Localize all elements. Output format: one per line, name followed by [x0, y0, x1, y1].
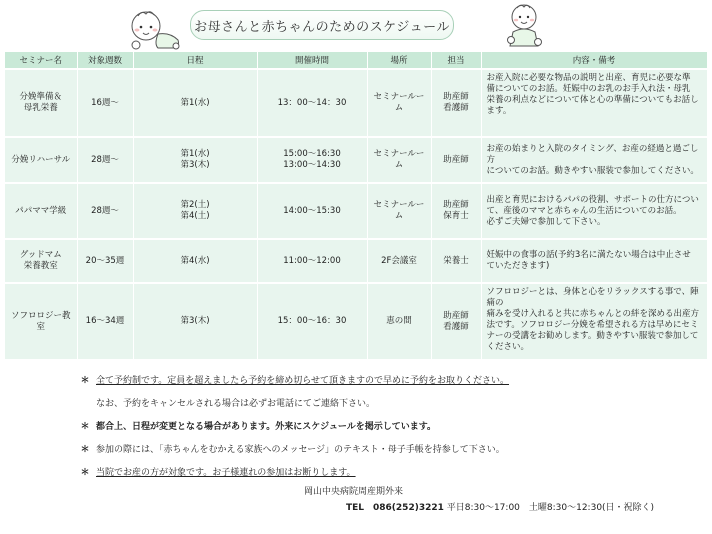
place-cell — [367, 283, 431, 359]
cell-text: 出産と育児におけるパパの役割、サポートの仕方につい — [486, 194, 699, 205]
cell-text: 11:00〜12:00 — [283, 255, 341, 266]
cell-text: 助産師 — [443, 310, 469, 321]
content-cell — [481, 69, 707, 137]
seminar-name-cell — [5, 69, 77, 137]
baby-sitting-illustration — [500, 2, 548, 50]
cell-text: 看護師 — [443, 103, 469, 113]
cell-text: 28週〜 — [91, 154, 119, 165]
cell-text: 14:00〜15:30 — [283, 205, 341, 216]
staff-cell — [431, 239, 481, 283]
staff-cell — [431, 137, 481, 183]
column-header-seminar: セミナー名 — [5, 52, 77, 69]
cell-text: 助産師 — [443, 154, 469, 165]
cell-text: て、産後のママと赤ちゃんの生活についてのお話。 — [486, 205, 682, 216]
table-row — [5, 239, 707, 283]
column-header-date: 日程 — [133, 52, 257, 69]
column-header-weeks: 対象週数 — [77, 52, 133, 69]
baby-crawling-illustration — [124, 8, 186, 50]
time-cell — [257, 183, 367, 239]
cell-text: 備についてのお話。妊娠中のお乳のお手入れ法・母乳 — [486, 84, 691, 94]
cell-text: ソフロロジー教室 — [10, 310, 71, 332]
notes-section — [78, 374, 688, 489]
cell-text: 栄養教室 — [23, 261, 58, 271]
cell-text: セミナールーム — [373, 149, 425, 170]
staff-cell — [431, 183, 481, 239]
date-cell — [133, 283, 257, 359]
cell-text: 第1(水) — [180, 97, 210, 108]
cell-text: 第4(水) — [180, 255, 210, 266]
cell-text: 栄養の利点などについて体と心の準備についてもお話し — [486, 95, 699, 105]
cell-text: 第2(土) — [180, 200, 210, 210]
asterisk-marker: ＊ — [80, 468, 90, 478]
footer-contact — [346, 500, 654, 513]
note-reservation — [78, 374, 688, 397]
column-header-time: 開催時間 — [257, 52, 367, 69]
time-cell — [257, 239, 367, 283]
cell-text: 第3(木) — [180, 160, 210, 170]
cell-text: 第3(木) — [180, 316, 210, 326]
staff-cell — [431, 69, 481, 137]
cell-text: ソフロロジーとは、身体と心をリラックスする事で、陣痛の — [486, 287, 699, 308]
cell-text: 第4(土) — [180, 211, 210, 221]
cell-text: 2F会議室 — [381, 255, 417, 266]
table-row — [5, 69, 707, 137]
weeks-cell — [77, 137, 133, 183]
seminar-name-cell — [5, 137, 77, 183]
column-header-place: 場所 — [367, 52, 431, 69]
cell-text: 20〜35週 — [85, 255, 125, 266]
cell-text: ていただきます) — [486, 261, 550, 271]
place-cell — [367, 239, 431, 283]
weeks-cell — [77, 183, 133, 239]
cell-text: ナーの受講をお勧めします。動きやすい服装で参加して — [486, 331, 699, 341]
cell-text: 13：00〜14：30 — [277, 97, 347, 108]
page-title: お母さんと赤ちゃんのためのスケジュール — [194, 19, 450, 35]
cell-text: 妊娠中の食事の話(予約3名に満たない場合は中止させ — [486, 250, 691, 260]
seminar-schedule-table — [5, 52, 708, 359]
cell-text: ます。 — [486, 106, 512, 116]
asterisk-marker: ＊ — [80, 422, 90, 432]
cell-text: 助産師 — [443, 92, 469, 102]
seminar-name-cell — [5, 283, 77, 359]
column-header-content: 内容・備考 — [481, 52, 707, 69]
seminar-name-cell — [5, 239, 77, 283]
asterisk-marker: ＊ — [80, 445, 90, 455]
cell-text: ください。 — [486, 342, 530, 352]
content-cell — [481, 183, 707, 239]
weeks-cell — [77, 69, 133, 137]
cell-text: 第1(水) — [180, 149, 210, 159]
cell-text: 分娩リハーサル — [11, 154, 71, 165]
place-cell — [367, 183, 431, 239]
note-text: 参加の際には、「赤ちゃんをむかえる家族へのメッセージ」のテキスト・母子手帳を持参して下さい。 — [96, 445, 505, 455]
column-header-staff: 担当 — [431, 52, 481, 69]
place-cell — [367, 69, 431, 137]
cell-text: 母乳栄養 — [23, 103, 58, 113]
cell-text: 保育士 — [443, 211, 469, 221]
cell-text: 13:00〜14:30 — [283, 160, 341, 170]
place-cell — [367, 137, 431, 183]
table-row — [5, 137, 707, 183]
phone-number[interactable]: TEL 086(252)3221 — [346, 503, 444, 513]
cell-text: お産の始まりと入院のタイミング、お産の経過と過ごし方 — [486, 143, 699, 165]
cell-text: お産入院に必要な物品の説明と出産、育児に必要な準 — [486, 73, 691, 83]
cell-text: 助産師 — [443, 200, 469, 210]
note-text: 全て予約制です。定員を超えましたら予約を締め切らせて頂きますので早めに予約をお取りください。 — [96, 376, 510, 386]
date-cell — [133, 239, 257, 283]
time-cell — [257, 137, 367, 183]
table-row — [5, 283, 707, 359]
asterisk-marker: ＊ — [80, 376, 90, 386]
hours-text: 平日8:30〜17:00 土曜8:30〜12:30(日・祝除く) — [446, 503, 655, 513]
date-cell — [133, 69, 257, 137]
cell-text: セミナールーム — [373, 92, 425, 113]
cell-text: 法です。ソフロロジー分娩を希望される方は早めにセミ — [486, 320, 699, 330]
note-text: 当院でお産の方が対象です。お子様連れの参加はお断りします。 — [96, 468, 356, 478]
weeks-cell — [77, 239, 133, 283]
table-header-row — [5, 52, 707, 69]
cell-text: セミナールーム — [373, 200, 425, 221]
staff-cell — [431, 283, 481, 359]
note-schedule-change — [78, 420, 688, 443]
cell-text: 28週〜 — [91, 205, 119, 216]
content-cell — [481, 239, 707, 283]
cell-text: についてのお話。動きやすい服装で参加してください。 — [486, 165, 699, 176]
weeks-cell — [77, 283, 133, 359]
content-cell — [481, 137, 707, 183]
cell-text: 分娩準備＆ — [19, 92, 62, 102]
cell-text: 15：00〜16：30 — [277, 316, 347, 326]
date-cell — [133, 137, 257, 183]
time-cell — [257, 283, 367, 359]
seminar-name-cell — [5, 183, 77, 239]
cell-text: 16週〜 — [91, 97, 119, 108]
note-bring-items — [78, 443, 688, 466]
cell-text: 必ずご夫婦で参加して下さい。 — [486, 216, 606, 227]
footer-organization: 岡山中央病院周産期外来 — [304, 487, 404, 497]
cell-text: 栄養士 — [443, 255, 469, 266]
cell-text: 看護師 — [443, 321, 469, 332]
page-title-banner — [190, 10, 454, 40]
cell-text: パパママ学級 — [15, 205, 67, 216]
note-text: 都合上、日程が変更となる場合があります。外来にスケジュールを掲示しています。 — [96, 422, 437, 432]
cell-text: 15:00〜16:30 — [283, 149, 341, 159]
note-text: なお、予約をキャンセルされる場合は必ずお電話にてご連絡下さい。 — [96, 399, 376, 409]
table-row — [5, 183, 707, 239]
time-cell — [257, 69, 367, 137]
cell-text: 痛みを受け入れると共に赤ちゃんとの絆を深める出産方 — [486, 309, 700, 319]
date-cell — [133, 183, 257, 239]
cell-text: グッドマム — [19, 250, 62, 260]
cell-text: 恵の間 — [386, 316, 412, 326]
content-cell — [481, 283, 707, 359]
note-cancellation — [78, 397, 688, 420]
cell-text: 16〜34週 — [85, 316, 125, 326]
